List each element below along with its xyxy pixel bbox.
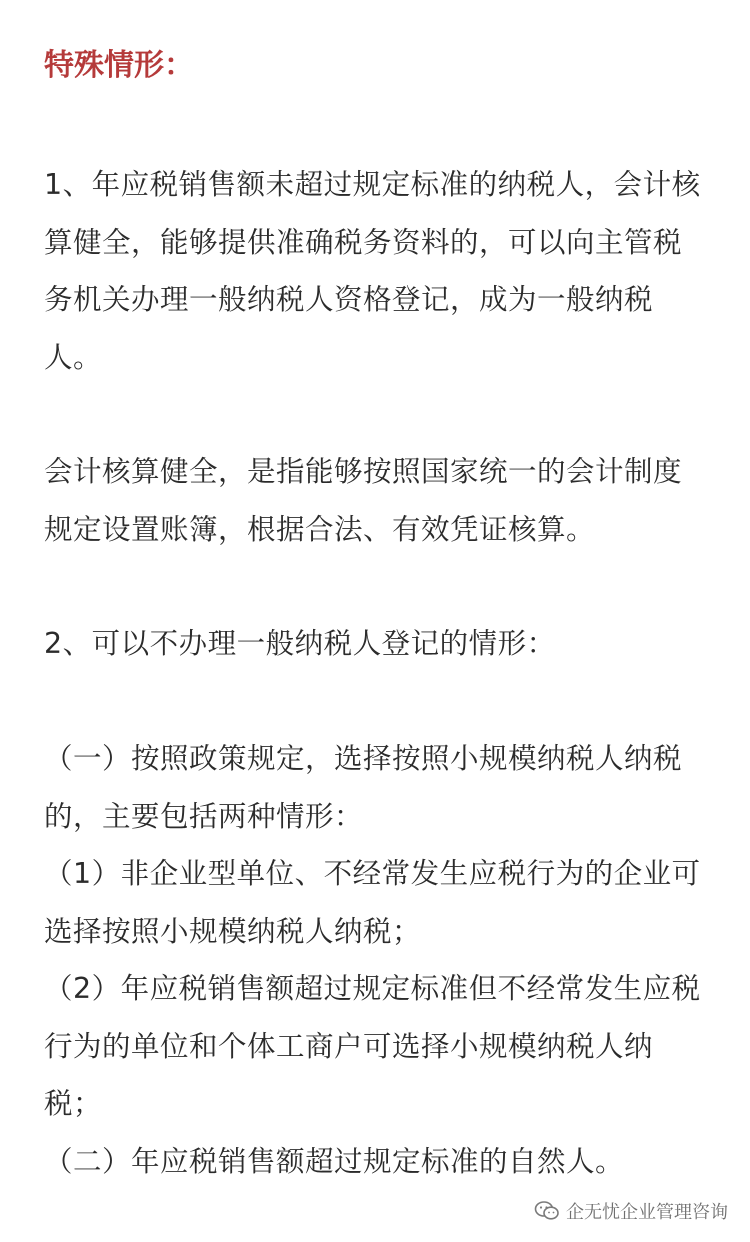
watermark — [534, 1198, 728, 1224]
text-line: 会计核算健全，是指能够按照国家统一的会计制度 — [44, 455, 683, 488]
paragraph-3 — [44, 615, 708, 673]
text-line: （2）年应税销售额超过规定标准但不经常发生应税 — [44, 972, 701, 1005]
text-line: 行为的单位和个体工商户可选择小规模纳税人纳 — [44, 1029, 654, 1063]
paragraph-4 — [44, 730, 708, 1190]
section-heading: 特殊情形： — [44, 48, 194, 83]
wechat-icon — [534, 1200, 560, 1222]
paragraph-2 — [44, 443, 708, 558]
text-line: 算健全，能够提供准确税务资料的，可以向主管税 — [44, 225, 683, 259]
text-line: 人。 — [44, 340, 103, 374]
text-line: （一）按照政策规定，选择按照小规模纳税人纳税 — [44, 742, 683, 775]
text-line: 2、可以不办理一般纳税人登记的情形： — [44, 627, 556, 660]
paragraph-1 — [44, 156, 708, 386]
text-line: （二）年应税销售额超过规定标准的自然人。 — [44, 1144, 625, 1178]
text-line: 选择按照小规模纳税人纳税； — [44, 914, 422, 948]
text-line: （1）非企业型单位、不经常发生应税行为的企业可 — [44, 857, 701, 890]
text-line: 规定设置账簿，根据合法、有效凭证核算。 — [44, 512, 596, 546]
text-line: 务机关办理一般纳税人资格登记，成为一般纳税 — [44, 283, 654, 316]
watermark-text: 企无忧企业管理咨询 — [566, 1202, 728, 1223]
text-line: 税； — [44, 1087, 103, 1120]
text-line: 的，主要包括两种情形： — [44, 799, 364, 833]
text-line: 1、年应税销售额未超过规定标准的纳税人，会计核 — [44, 168, 701, 201]
